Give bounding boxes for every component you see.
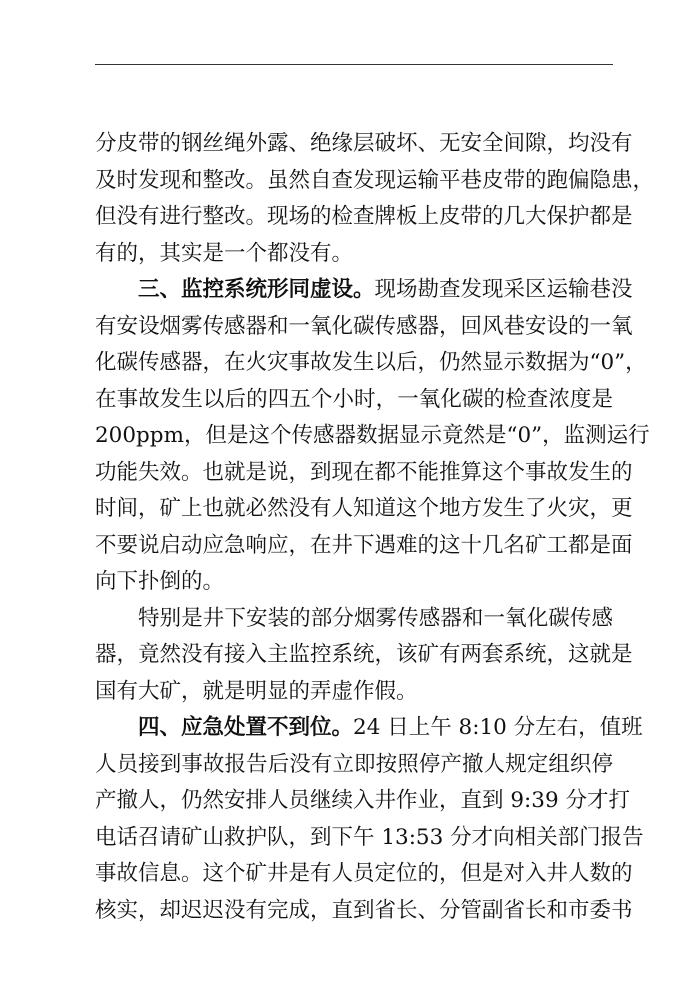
text-line: 向下扑倒的。 bbox=[95, 569, 225, 594]
header-rule bbox=[95, 64, 613, 65]
paragraph bbox=[95, 272, 650, 601]
text-line bbox=[95, 710, 643, 747]
text-line: 事故信息。这个矿井是有人员定位的，但是对入井人数的 bbox=[95, 861, 633, 886]
text-line: 国有大矿，就是明显的弄虚作假。 bbox=[95, 678, 418, 704]
text-line: 人员接到事故报告后没有立即按照停产撤人规定组织停 bbox=[95, 751, 613, 777]
text-line: 但没有进行整改。现场的检查牌板上皮带的几大保护都是 bbox=[95, 204, 633, 229]
text-line: 特别是井下安装的部分烟雾传感器和一氧化碳传感 bbox=[138, 605, 613, 631]
text-run: 24 日上午 8:10 分左右，值班 bbox=[353, 715, 643, 740]
text-line: 及时发现和整改。虽然自查发现运输平巷皮带的跑偏隐患， bbox=[95, 167, 655, 193]
text-line: 有安设烟雾传感器和一氧化碳传感器，回风巷安设的一氧 bbox=[95, 313, 633, 339]
text-line: 核实，却迟迟没有完成，直到省长、分管副省长和市委书 bbox=[95, 897, 633, 923]
text-line: 在事故发生以后的四五个小时，一氧化碳的检查浓度是 bbox=[95, 386, 613, 412]
text-line: 产撤人，仍然安排人员继续入井作业，直到 9:39 分才打 bbox=[95, 788, 630, 813]
text-line: 有的，其实是一个都没有。 bbox=[95, 240, 354, 266]
section-heading: 三、监控系统形同虚设。 bbox=[138, 277, 375, 302]
section-heading: 四、应急处置不到位。 bbox=[138, 715, 354, 740]
paragraph bbox=[95, 126, 655, 272]
text-line: 200ppm，但是这个传感器数据显示竟然是“0”，监测运行 bbox=[95, 423, 650, 448]
text-line bbox=[95, 272, 633, 309]
text-line: 化碳传感器，在火灾事故发生以后，仍然显示数据为“0”， bbox=[95, 350, 647, 375]
document-body bbox=[95, 126, 655, 929]
text-line: 功能失效。也就是说，到现在都不能推算这个事故发生的 bbox=[95, 459, 633, 485]
text-line: 不要说启动应急响应，在井下遇难的这十几名矿工都是面 bbox=[95, 532, 633, 558]
paragraph bbox=[95, 601, 633, 711]
text-line: 分皮带的钢丝绳外露、绝缘层破坏、无安全间隙，均没有 bbox=[95, 131, 633, 156]
text-line: 电话召请矿山救护队，到下午 13:53 分才向相关部门报告 bbox=[95, 824, 644, 850]
text-run: 现场勘查发现采区运输巷没 bbox=[374, 277, 633, 302]
text-line: 时间，矿上也就必然没有人知道这个地方发生了火灾，更 bbox=[95, 496, 633, 521]
paragraph bbox=[95, 710, 644, 929]
text-line: 器，竟然没有接入主监控系统，该矿有两套系统，这就是 bbox=[95, 642, 633, 667]
